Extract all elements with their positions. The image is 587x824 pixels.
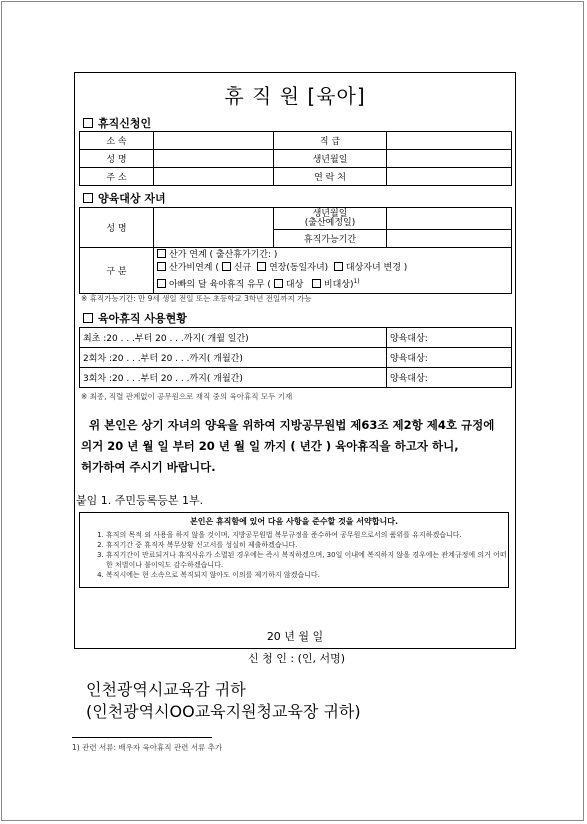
checkbox-icon[interactable]: [157, 262, 166, 271]
usage-period-3: 3회차 :20 . . .부터 20 . . .까지( 개월간): [80, 368, 387, 388]
checkbox-icon[interactable]: [257, 262, 266, 271]
birth-field[interactable]: [387, 150, 512, 168]
option-new-text: 신규: [233, 263, 252, 273]
category-label: 구 분: [80, 248, 154, 294]
applicant-heading-text: 휴직신청인: [98, 117, 152, 130]
statement-line-2: 의거 20 년 월 일 부터 20 년 월 일 까지 ( 년간 ) 육아휴직을 하고자 하니,: [81, 439, 459, 453]
checkbox-icon: [83, 118, 93, 128]
child-birth-field[interactable]: [387, 208, 512, 230]
child-name-label: 성 명: [80, 208, 154, 248]
statement-line-3: 허가하여 주시기 바랍니다.: [81, 460, 216, 474]
applicant-section-heading: [83, 115, 151, 131]
usage-target-1: 양육대상:: [387, 328, 512, 348]
pledge-item: 1. 휴직의 목적 외 사용을 하지 않을 것이며, 지방공무원법 복무규정을 준수하여 공무원으로서의 품위를 유지하겠습니다.: [106, 530, 508, 540]
addressee-line-2: (인천광역시OO교육지원청교육장 귀하): [86, 702, 361, 721]
form-title: 휴 직 원 [육아]: [224, 84, 366, 108]
checkbox-icon[interactable]: [312, 279, 321, 288]
position-label: 직 급: [274, 132, 387, 150]
address-label: 주 소: [80, 168, 154, 186]
usage-period-2: 2회차 :20 . . .부터 20 . . .까지( 개월간): [80, 348, 387, 368]
contact-label: 연 락 처: [274, 168, 387, 186]
checkbox-icon[interactable]: [334, 262, 343, 271]
usage-table: [79, 327, 512, 388]
pledge-box: [79, 512, 509, 588]
footnote-divider: [72, 737, 212, 738]
option-postpartum-unlinked: [157, 262, 508, 275]
affiliation-field[interactable]: [154, 132, 274, 150]
signature-line: 신 청 인 : (인, 서명): [248, 652, 346, 665]
checkbox-icon: [83, 313, 93, 323]
pledge-item: 3. 휴직기간이 만료되거나 휴직사유가 소멸된 경우에는 즉시 복직하겠으며, 30일 이내에 복직하지 않을 경우에는 관계규정에 의거 어떠한 처벌이나 불이익도 감수하겠습니다.: [106, 550, 508, 570]
usage-section-heading: [83, 310, 187, 326]
checkbox-icon[interactable]: [157, 279, 166, 288]
child-name-field[interactable]: [154, 208, 274, 248]
pledge-item: 4. 복직시에는 현 소속으로 복직되지 않아도 이의를 제기하지 않겠습니다.: [106, 570, 508, 580]
addressee-line-1: 인천광역시교육감 귀하: [86, 680, 246, 699]
pledge-list: [80, 530, 508, 580]
pledge-heading: 본인은 휴직함에 있어 다음 사항을 준수할 것을 서약합니다.: [189, 517, 398, 526]
option-eligible-text: 대상: [285, 280, 304, 290]
checkbox-icon: [157, 249, 166, 258]
checkbox-icon[interactable]: [274, 279, 283, 288]
child-section-heading: [83, 190, 166, 206]
leave-period-label: 휴직가능기간: [274, 230, 387, 248]
affiliation-label: 소 속: [80, 132, 154, 150]
statement-line-1: 위 본인은 상기 자녀의 양육을 위하여 지방공무원법 제63조 제2항 제4호 규정에: [89, 418, 495, 432]
leave-period-field[interactable]: [387, 230, 512, 248]
option-dads-month: [157, 275, 508, 292]
option-extension-text: 연장(동일자녀): [268, 263, 329, 273]
child-birth-label-line2: (출산예정일): [304, 217, 356, 228]
option-postpartum-linked[interactable]: [157, 249, 508, 262]
option-dads-month-text: 아빠의 달 육아휴직 유무 (: [169, 280, 271, 290]
child-birth-label-line1: 생년월일: [312, 208, 348, 219]
child-table: [79, 207, 512, 294]
attachment-line: 붙임 1. 주민등록등본 1부.: [76, 494, 204, 507]
option-change-child-text: 대상자녀 변경 ): [345, 263, 408, 273]
child-birth-label: [274, 208, 387, 230]
applicant-table: [79, 131, 512, 186]
name-label: 성 명: [80, 150, 154, 168]
pledge-item: 2. 휴직기간 중 휴직자 복무상황 신고서를 성실히 제출하겠습니다.: [106, 540, 508, 550]
child-heading-text: 양육대상 자녀: [98, 192, 166, 205]
birth-label: 생년월일: [274, 150, 387, 168]
checkbox-icon: [83, 193, 93, 203]
option-unlinked-text: 산가비연계 (: [169, 263, 219, 273]
usage-period-1: 최초 :20 . . .부터 20 . . .까지( 개월 일간): [80, 328, 387, 348]
category-options: [154, 248, 512, 294]
usage-note: ※ 최종, 직렬 관계없이 공무원으로 재직 중의 육아휴직 모두 기재: [81, 392, 293, 401]
usage-target-2: 양육대상:: [387, 348, 512, 368]
checkbox-icon[interactable]: [222, 262, 231, 271]
contact-field[interactable]: [387, 168, 512, 186]
date-line: 20 년 월 일: [266, 630, 324, 643]
position-field[interactable]: [387, 132, 512, 150]
usage-target-3: 양육대상:: [387, 368, 512, 388]
address-field[interactable]: [154, 168, 274, 186]
option-postpartum-linked-text: 산가 연계 ( 출산휴가기간: ): [169, 250, 278, 260]
option-ineligible-text: 비대상): [323, 280, 354, 290]
usage-heading-text: 육아휴직 사용현황: [98, 312, 187, 325]
footnote-text: 1) 관련 서류: 배우자 육아휴직 관련 서류 추가: [72, 743, 223, 752]
leave-application-form: [74, 72, 516, 649]
child-note: ※ 휴직가능기간: 만 9세 생일 전일 또는 초등학교 3학년 전일까지 가능: [81, 294, 312, 303]
footnote-mark: 1): [353, 278, 360, 285]
name-field[interactable]: [154, 150, 274, 168]
